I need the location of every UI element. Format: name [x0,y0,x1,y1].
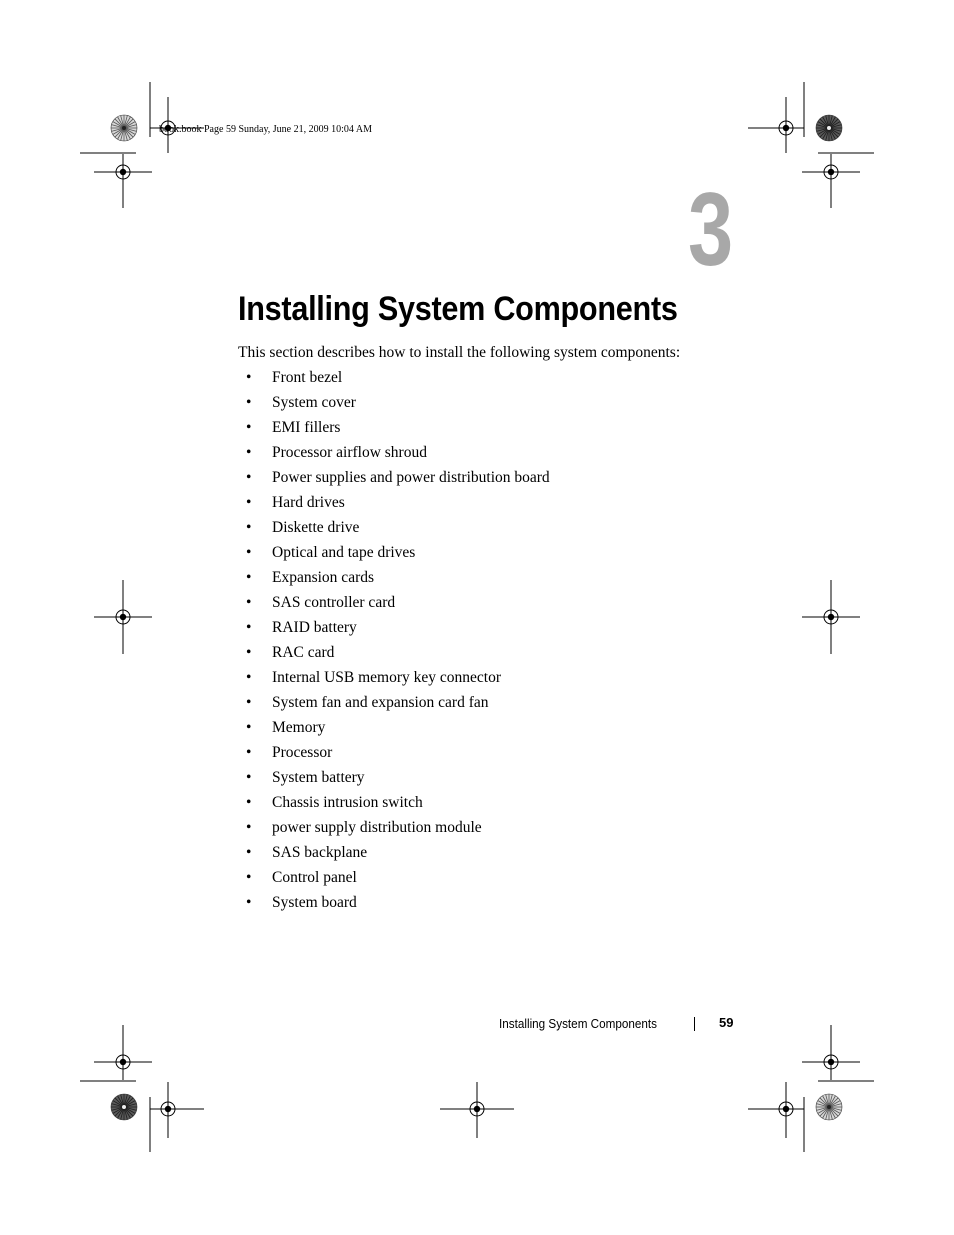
list-item-label: RAID battery [272,619,357,636]
bullet-icon: • [246,869,252,886]
list-item-label: SAS backplane [272,844,368,861]
list-item-label: Chassis intrusion switch [272,794,423,811]
list-item-label: Expansion cards [272,569,375,586]
list-item-label: Optical and tape drives [272,544,416,561]
page-title: Installing System Components [238,290,678,328]
list-item-label: SAS controller card [272,594,396,611]
color-target-icon [111,1094,137,1120]
bullet-icon: • [246,894,252,911]
list-item-label: System board [272,894,357,911]
bullet-icon: • [246,794,252,811]
footer-section-title: Installing System Components [499,1016,658,1031]
list-item-label: Power supplies and power distribution board [272,469,550,486]
list-item-label: Memory [272,719,326,736]
list-item-label: Hard drives [272,494,345,511]
list-item-label: Processor airflow shroud [272,444,427,461]
bullet-icon: • [246,494,252,511]
bullet-icon: • [246,519,252,536]
bullet-icon: • [246,644,252,661]
bullet-icon: • [246,694,252,711]
list-item-label: EMI fillers [272,419,341,436]
print-slug: book.book Page 59 Sunday, June 21, 2009 10:04 AM [159,124,372,135]
bullet-icon: • [246,819,252,836]
bullet-icon: • [246,544,252,561]
bullet-icon: • [246,469,252,486]
color-target-icon [816,1094,842,1120]
list-item-label: System battery [272,769,365,786]
intro-paragraph: This section describes how to install the following system components: [238,344,681,361]
bullet-icon: • [246,719,252,736]
list-item-label: Control panel [272,869,357,886]
bullet-icon: • [246,844,252,861]
bullet-icon: • [246,419,252,436]
list-item-label: Front bezel [272,369,343,386]
color-target-icon [111,115,137,141]
footer-divider [694,1017,695,1031]
color-target-icon [816,115,842,141]
chapter-number: 3 [688,172,734,288]
bullet-icon: • [246,769,252,786]
list-item-label: System fan and expansion card fan [272,694,489,711]
list-item-label: Internal USB memory key connector [272,669,501,686]
list-item-label: RAC card [272,644,335,661]
list-item-label: power supply distribution module [272,819,482,836]
page-number: 59 [719,1015,734,1030]
bullet-icon: • [246,394,252,411]
list-item-label: System cover [272,394,356,411]
bullet-icon: • [246,369,252,386]
bullet-icon: • [246,594,252,611]
list-item-label: Processor [272,744,333,761]
bullet-icon: • [246,444,252,461]
bullet-icon: • [246,744,252,761]
bullet-icon: • [246,669,252,686]
list-item-label: Diskette drive [272,519,360,536]
bullet-icon: • [246,619,252,636]
bullet-icon: • [246,569,252,586]
